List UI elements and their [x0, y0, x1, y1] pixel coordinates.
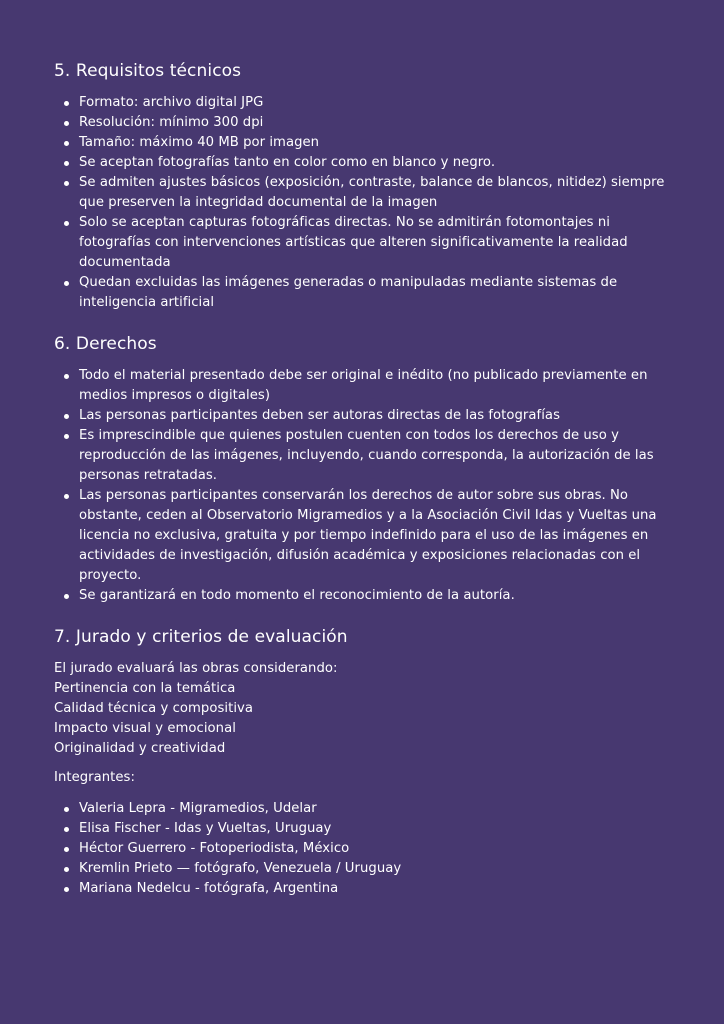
list-item: Se aceptan fotografías tanto en color como en blanco y negro. [54, 153, 674, 173]
rights-list [54, 366, 674, 606]
list-item: Solo se aceptan capturas fotográficas directas. No se admitirán fotomontajes ni fotografías con intervenciones artísticas que alteren significativamente la realidad documentada [54, 213, 674, 273]
criterion-item: Originalidad y creatividad [54, 741, 226, 756]
list-item: Tamaño: máximo 40 MB por imagen [54, 133, 674, 153]
criterion-item: Calidad técnica y compositiva [54, 701, 254, 716]
list-item: Se admiten ajustes básicos (exposición, contraste, balance de blancos, nitidez) siempre que preserven la integridad documental de la imagen [54, 173, 674, 213]
evaluation-criteria [54, 659, 674, 759]
list-item: Resolución: mínimo 300 dpi [54, 113, 674, 133]
list-item: Kremlin Prieto — fotógrafo, Venezuela / Uruguay [54, 859, 674, 879]
jury-members-label: Integrantes: [54, 770, 135, 785]
list-item: Mariana Nedelcu - fotógrafa, Argentina [54, 879, 674, 899]
list-item: Todo el material presentado debe ser original e inédito (no publicado previamente en medios impresos o digitales) [54, 366, 674, 406]
jury-members-list [54, 799, 674, 899]
section-5-title: 5. Requisitos técnicos [54, 61, 242, 81]
list-item: Formato: archivo digital JPG [54, 93, 674, 113]
criterion-item: Pertinencia con la temática [54, 681, 236, 696]
list-item: Es imprescindible que quienes postulen cuenten con todos los derechos de uso y reproducción de las imágenes, incluyendo, cuando corresponda, la autorización de las personas retratadas. [54, 426, 674, 486]
criteria-intro: El jurado evaluará las obras considerando: [54, 661, 338, 676]
list-item: Quedan excluidas las imágenes generadas o manipuladas mediante sistemas de inteligencia artificial [54, 273, 674, 313]
criterion-item: Impacto visual y emocional [54, 721, 236, 736]
list-item: Las personas participantes conservarán los derechos de autor sobre sus obras. No obstante, ceden al Observatorio Migramedios y a la Asociación Civil Idas y Vueltas una licencia no exclusiva, gratuita y por tiempo indefinido para el uso de las imágenes en actividades de investigación, difusión académica y exposiciones relacionadas con el proyecto. [54, 486, 674, 586]
list-item: Valeria Lepra - Migramedios, Udelar [54, 799, 674, 819]
list-item: Las personas participantes deben ser autoras directas de las fotografías [54, 406, 674, 426]
section-6-title: 6. Derechos [54, 334, 157, 354]
list-item: Elisa Fischer - Idas y Vueltas, Uruguay [54, 819, 674, 839]
list-item: Héctor Guerrero - Fotoperiodista, México [54, 839, 674, 859]
section-7-title: 7. Jurado y criterios de evaluación [54, 627, 348, 647]
technical-requirements-list [54, 93, 674, 313]
list-item: Se garantizará en todo momento el reconocimiento de la autoría. [54, 586, 674, 606]
